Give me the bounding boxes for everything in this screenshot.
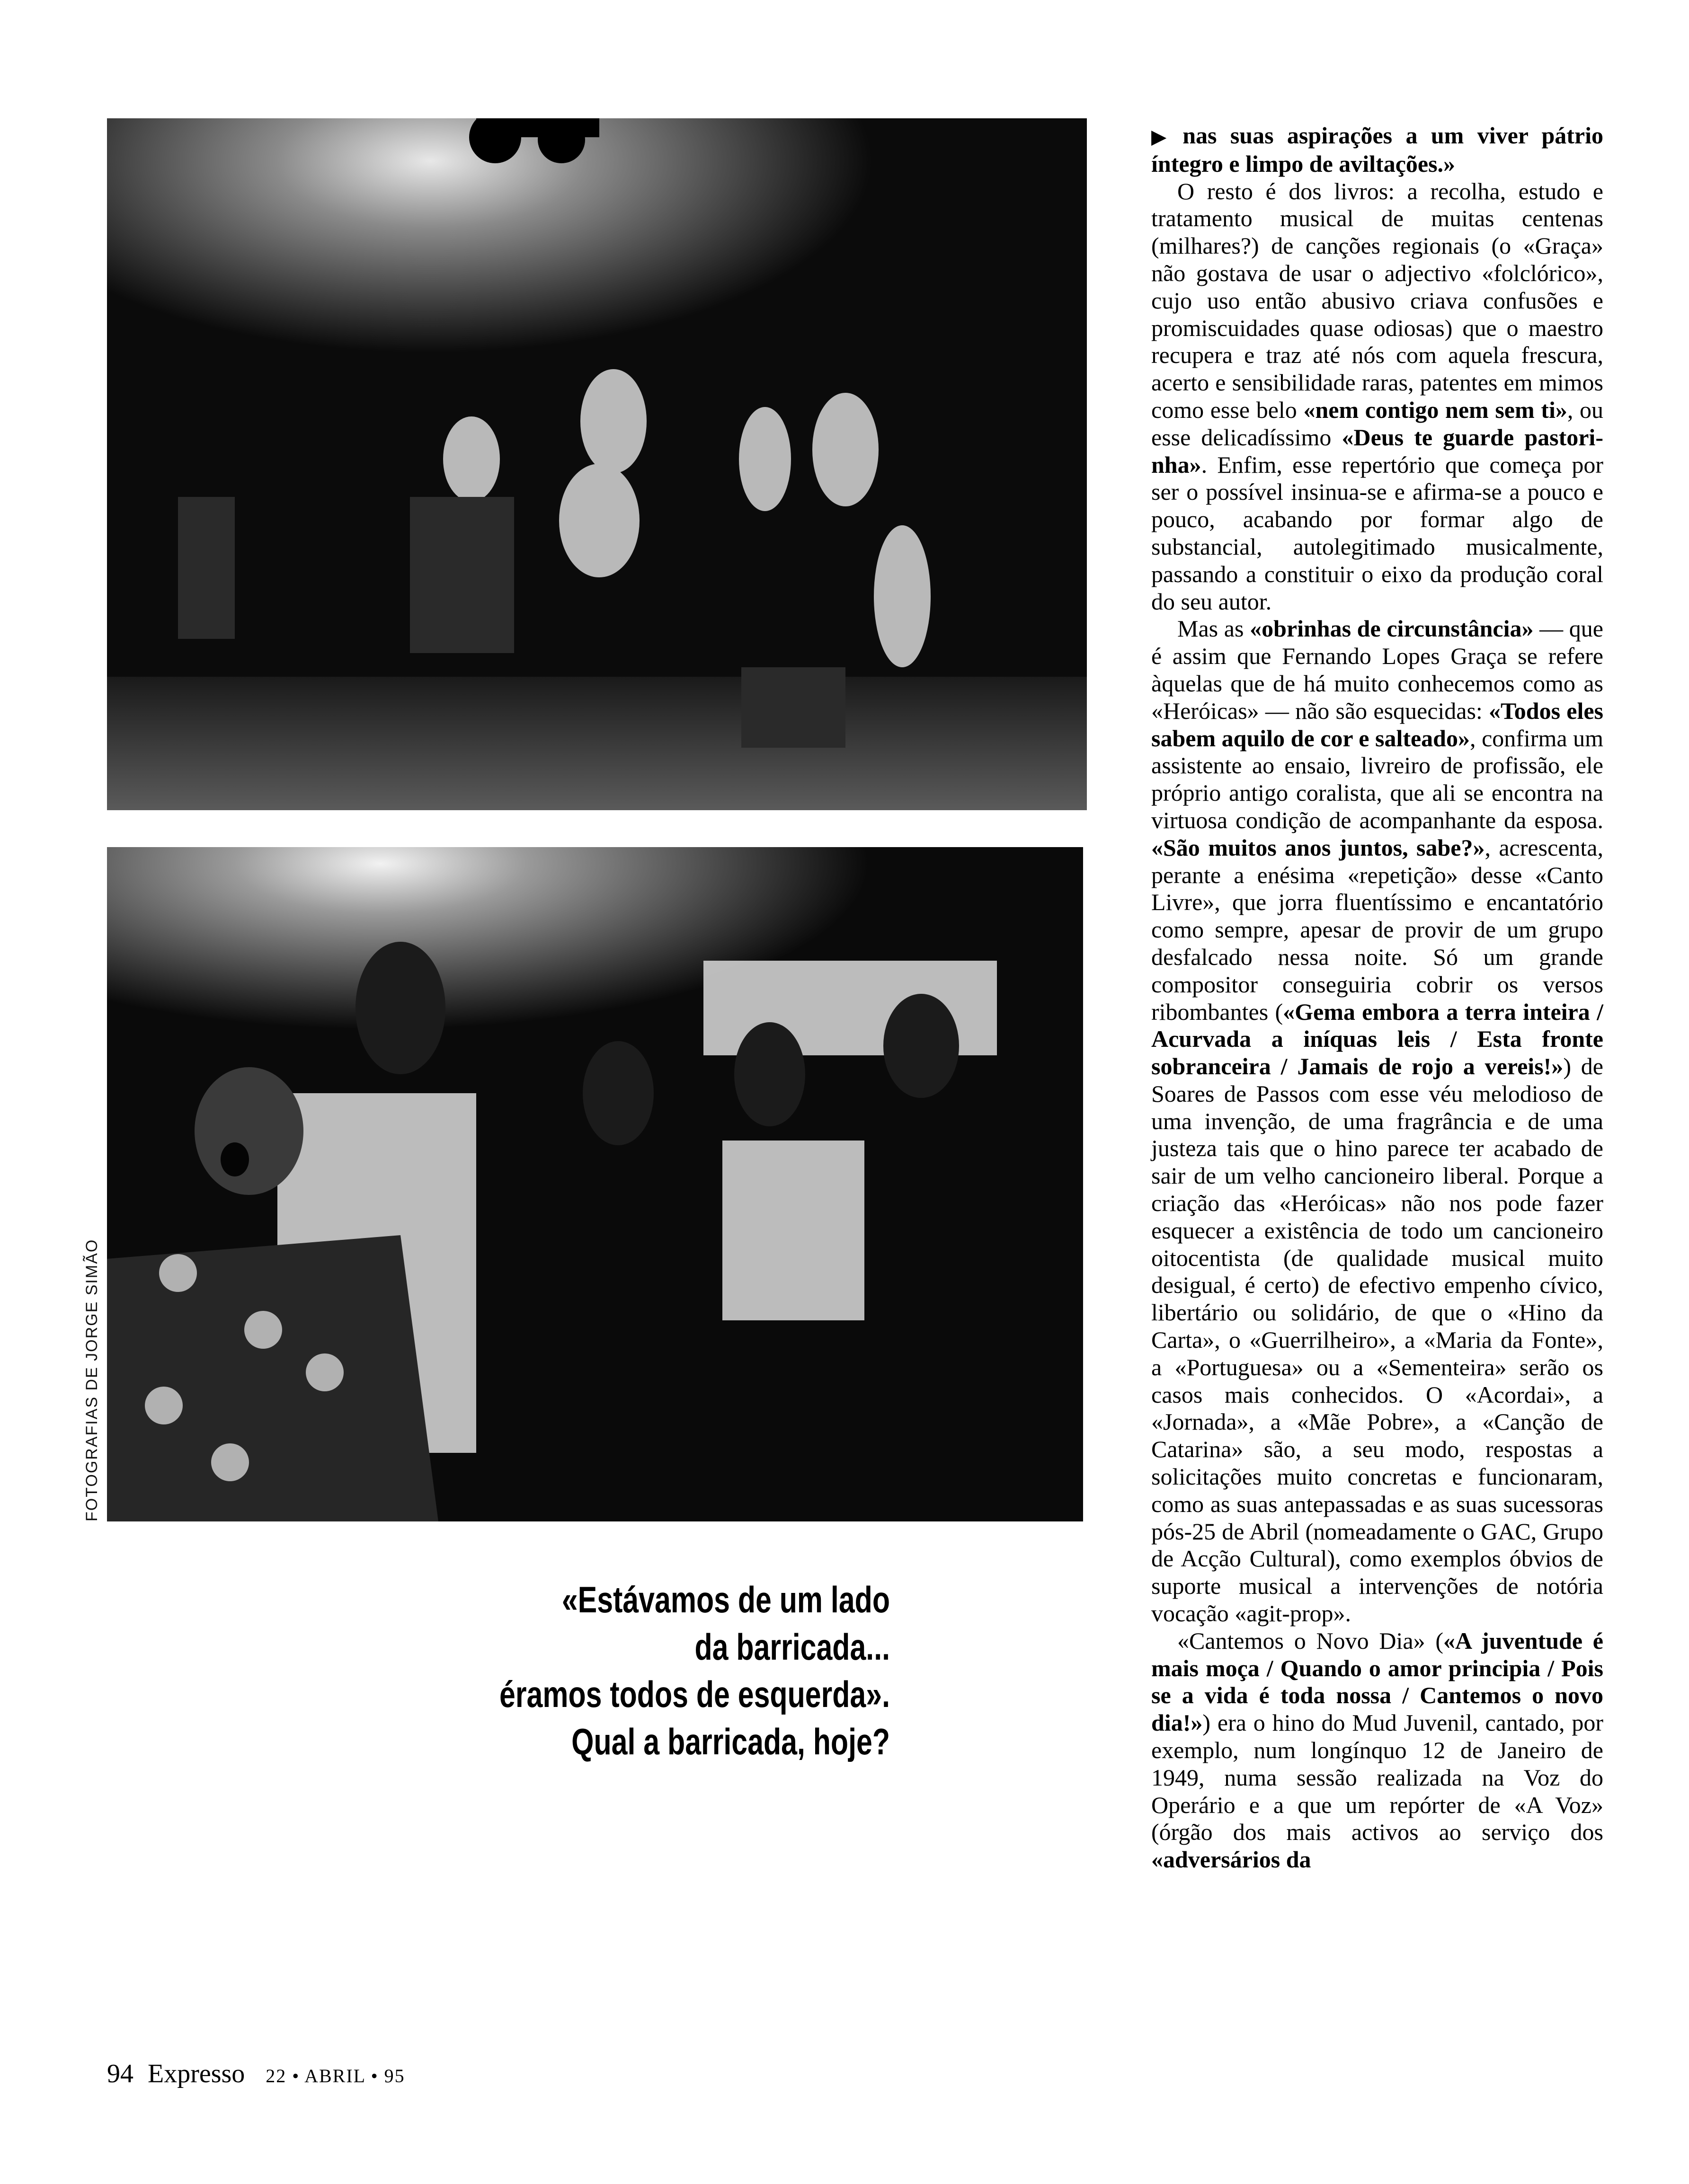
bold-quote-run: «São muitos anos juntos, sabe?» [1151,834,1485,861]
pull-quote-line: da barricada... [694,1626,890,1668]
bold-quote-run: «nem contigo nem sem ti» [1303,396,1567,423]
singers-image [107,847,1083,1521]
paragraph-runs [1151,122,1603,177]
photo-credit: FOTOGRAFIAS DE JORGE SIMÃO [83,1238,101,1521]
text-run: ) era o hino do Mud Juvenil, cantado, por exemplo, num longínquo 12 de Janeiro de 1949, numa sessão realizada na Voz do Operário e a que um repórter de «A Voz» (órgão dos mais activos ao serviço dos [1151,1709,1603,1846]
article-paragraph [1151,1627,1603,1874]
article-paragraph [1151,178,1603,616]
choir-rehearsal-image [107,118,1087,810]
pull-quote-line: «Estávamos de um lado [561,1579,890,1620]
article-column [1151,122,1603,1874]
page-footer [107,2059,405,2089]
pull-quote [454,1576,890,1765]
pull-quote-line: Qual a barricada, hoje? [571,1721,890,1762]
text-run: , ou esse delicadíssimo [1151,396,1604,451]
bold-quote-run: nas suas aspirações a um viver pátrio íntegro e limpo de aviltações.» [1151,122,1603,177]
bold-quote-run: «obrinhas de circunstância» [1250,615,1534,642]
singers-photo [107,847,1083,1521]
text-run: . Enfim, esse repertório que começa por ser o possível insinua-se e afirma-se a pouco e pouco, acabando por formar algo de substancial, autolegitimado musicalmente, passando a constituir o eixo da produção coral do seu autor. [1151,451,1603,615]
magazine-name: Expresso [148,2059,245,2088]
bold-quote-run: «Todos eles sabem aquilo de cor e salteado» [1151,697,1603,752]
text-run: , acrescenta, perante a enésima «repetição» desse «Canto Livre», que jorra fluentíssimo e encantatório como sempre, apesar de provir de um grupo desfalcado nessa noite. Só um grande compositor conseguiria cobrir os versos ribombantes ( [1151,834,1604,1025]
article-paragraph [1151,615,1603,1627]
text-run: Mas as [1177,615,1250,642]
text-run: ) de Soares de Passos com esse véu melodioso de uma invenção, de uma fragrância e de uma justeza tais que o hino parece ter acabado de sair de um velho cancioneiro liberal. Porque a criação das «Heróicas» não nos pode fazer esquecer a existência de todo um cancioneiro oitocentista (de qualidade musical muito desigual, é certo) de efectivo empenho cívico, libertário ou solidário, de que o «Hino da Carta», o «Guerrilheiro», a «Maria da Fonte», a «Portuguesa» ou a «Sementeira» serão os casos mais conhecidos. O «Acordai», a «Jornada», a «Mãe Pobre», a «Canção de Catarina» são, a seu modo, respostas a solicitações muito concretas e funcionaram, como as suas antepassadas e as suas sucessoras pós-25 de Abril (nomeadamente o GAC, Grupo de Acção Cultural), como exemplos óbvios de suporte musical a intervenções de notória vocação «agit-prop». [1151,1053,1603,1627]
choir-rehearsal-photo [107,118,1087,810]
page-number: 94 [107,2059,133,2088]
issue-date: 22 • ABRIL • 95 [266,2065,405,2087]
pull-quote-line: éramos todos de esquerda». [499,1673,890,1715]
text-run: «Cantemos o Novo Dia» ( [1177,1627,1443,1654]
bold-quote-run: «A juventude é mais moça / Quando o amor principia / Pois se a vida é toda nossa / Cantemos o novo dia!» [1151,1627,1603,1736]
text-run: , confirma um assistente ao ensaio, livreiro de profissão, ele próprio antigo coralista, que ali se encontra na virtuosa condição de acompanhante da esposa. [1151,725,1603,833]
text-run: — que é assim que Fernando Lopes Graça se refere àquelas que de há muito conhecemos como as «Heróicas» — não são esquecidas: [1151,615,1603,724]
article-paragraph [1151,122,1603,178]
text-run: O resto é dos livros: a recolha, estudo e tratamento musical de muitas centenas (milhares?) de canções regionais (o «Graça» não gostava de usar o adjectivo «folclórico», cujo uso então abusivo criava confusões e promiscuidades quase odiosas) que o maestro recupera e traz até nós com aquela frescura, acerto e sensibilidade raras, patentes em mimos como esse belo [1151,177,1603,423]
bold-quote-run: «adversários da [1151,1846,1311,1873]
bold-quote-run: «Deus te guarde pastorinha» [1151,424,1603,478]
continuation-arrow-icon: ▶ [1151,125,1174,148]
bold-quote-run: «Gema embora a terra inteira / Acurvada a iníquas leis / Esta fronte sobranceira / Jamais de rojo a vereis!» [1151,998,1603,1080]
